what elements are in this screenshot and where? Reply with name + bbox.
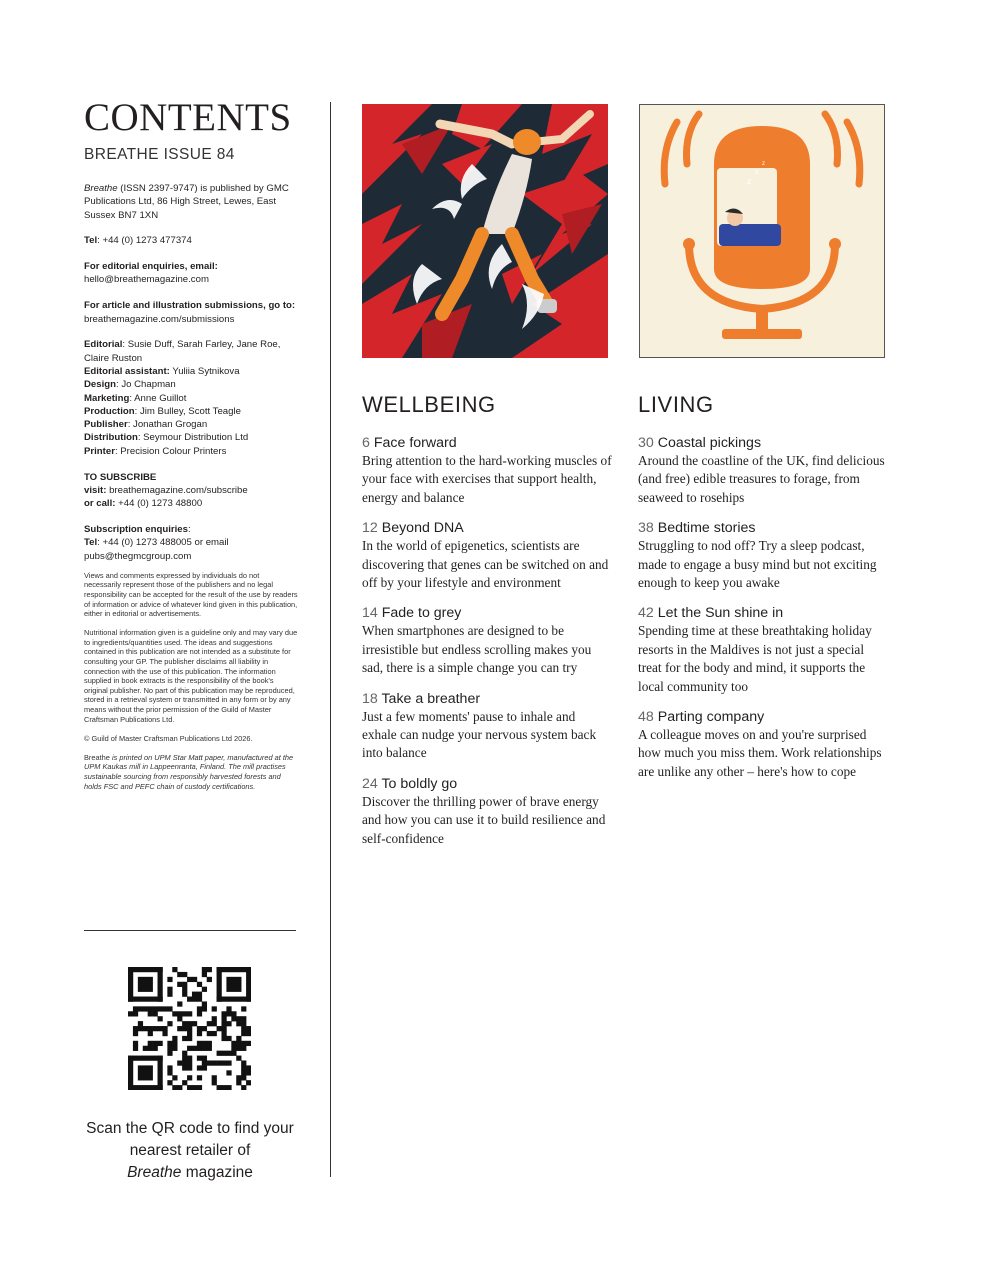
article-description: Around the coastline of the UK, find delicious (and free) edible treasures to forage, from seaweed to rosehips: [638, 453, 885, 505]
telephone-line: Tel: +44 (0) 1273 477374: [84, 235, 192, 247]
page-number: 14: [362, 605, 382, 622]
column-divider: [330, 102, 331, 1177]
article-title: 48 Parting company: [638, 709, 765, 726]
section-heading-living: LIVING: [638, 392, 714, 417]
staff-credit: Marketing: Anne Guillot: [84, 392, 187, 404]
qr-code[interactable]: [128, 967, 251, 1090]
article-title: 30 Coastal pickings: [638, 435, 762, 451]
page-title: CONTENTS: [84, 96, 292, 139]
page-number: 6: [362, 435, 374, 451]
article-description: Struggling to nod off? Try a sleep podcast, made to engage a busy mind but not exciting enough to keep you awake: [638, 538, 877, 591]
divider-rule: [84, 930, 296, 931]
article-entry[interactable]: [362, 434, 612, 507]
article-entry[interactable]: [362, 775, 612, 848]
article-title: 14 Fade to grey: [362, 605, 462, 622]
imprint: [84, 182, 298, 563]
article-description: A colleague moves on and you're surprised how much you miss them. Work relationships are unlike any other – here's how to cope: [638, 727, 882, 779]
living-section: [638, 392, 888, 793]
paper-notice: Breathe is printed on UPM Star Matt paper, manufactured at the UPM Kaukas mill in Lappeenranta, Finland. The mill practises sustainable sourcing from responsibly harvested forests and holds FSC and PEFC chain of custody certifications.: [84, 752, 294, 791]
staff-list: [84, 338, 298, 458]
staff-credit: Editorial assistant: Yuliia Sytnikova: [84, 365, 240, 377]
page-number: 48: [638, 709, 658, 726]
article-entry[interactable]: [638, 434, 888, 507]
article-description: Discover the thrilling power of brave energy and how you can use it to build resilience and self-confidence: [362, 793, 606, 846]
article-title: 24 To boldly go: [362, 775, 458, 792]
article-entry[interactable]: [638, 604, 888, 696]
staff-credit: Publisher: Jonathan Grogan: [84, 419, 208, 431]
publisher-line: Breathe (ISSN 2397-9747) is published by GMC Publications Ltd, 86 High Street, Lewes, East Sussex BN7 1XN: [84, 183, 289, 221]
page-number: 38: [638, 520, 658, 537]
svg-text:z: z: [755, 169, 759, 176]
article-title: 6 Face forward: [362, 435, 457, 451]
page-number: 30: [638, 435, 658, 451]
section-heading-wellbeing: WELLBEING: [362, 392, 496, 417]
article-description: Spending time at these breathtaking holiday resorts in the Maldives is not just a special treat for the body and mind, it supports the local community too: [638, 623, 872, 694]
article-entry[interactable]: [638, 708, 888, 781]
wellbeing-section: [362, 392, 612, 860]
article-description: In the world of epigenetics, scientists are discovering that genes can be switched on and off by your lifestyle and environment: [362, 538, 609, 591]
article-entry[interactable]: [638, 519, 888, 592]
article-entry[interactable]: [362, 519, 612, 592]
subscribe-info: TO SUBSCRIBE visit: breathemagazine.com/subscribe or call: +44 (0) 1273 48800: [84, 471, 248, 510]
qr-caption: Scan the QR code to find your nearest retailer of Breathe magazine: [86, 1120, 294, 1181]
legal-notices: [84, 571, 298, 791]
staff-credit: Distribution: Seymour Distribution Ltd: [84, 432, 249, 444]
article-title: 38 Bedtime stories: [638, 520, 756, 537]
page-number: 18: [362, 690, 382, 707]
living-illustration: [639, 104, 885, 358]
article-entry[interactable]: [362, 690, 612, 763]
staff-credit: Production: Jim Bulley, Scott Teagle: [84, 405, 241, 417]
subscription-email-link[interactable]: pubs@thegmcgroup.com: [84, 550, 192, 562]
article-title: 42 Let the Sun shine in: [638, 605, 784, 622]
copyright-notice: © Guild of Master Craftsman Publications Ltd 2026.: [84, 733, 253, 743]
article-description: When smartphones are designed to be irresistible but endless scrolling makes you sad, there is a simple change you can try: [362, 623, 592, 676]
svg-text:z: z: [762, 161, 765, 167]
staff-credit: Editorial: Susie Duff, Sarah Farley, Jane Roe, Claire Ruston: [84, 339, 281, 364]
svg-text:z: z: [747, 176, 752, 186]
editorial-email-link[interactable]: hello@breathemagazine.com: [84, 274, 209, 286]
submissions-link[interactable]: breathemagazine.com/submissions: [84, 313, 235, 325]
wellbeing-illustration: [362, 104, 608, 358]
issue-label: BREATHE ISSUE 84: [84, 146, 235, 163]
editorial-enquiries: For editorial enquiries, email: hello@breathemagazine.com: [84, 261, 218, 286]
article-description: Bring attention to the hard-working muscles of your face with exercises that support health, energy and balance: [362, 453, 612, 505]
submissions-info: For article and illustration submissions, go to: breathemagazine.com/submissions: [84, 300, 296, 325]
staff-credit: Printer: Precision Colour Printers: [84, 445, 227, 457]
nutrition-disclaimer: Nutritional information given is a guideline only and may vary due to ingredients/quantities used. The ideas and suggestions contained in this publication are not intended as a substitute for consulting your GP. The publisher disclaims all liability in connection with the use of this publication. The information supplied in book extracts is the responsibility of the book's original publisher. No part of this publication may be reproduced, stored in a retrieval system or transmitted in any form or by any means without the prior permission of the Guild of Master Craftsman Publications Ltd.: [84, 628, 298, 724]
views-disclaimer: Views and comments expressed by individuals do not necessarily represent those of the publishers and no legal responsibility can be accepted for the result of the use by readers of information or advice of whatever kind given in this publication, either in editorial or advertisements.: [84, 570, 298, 619]
contents-sidebar: [84, 96, 298, 801]
article-title: 12 Beyond DNA: [362, 520, 464, 537]
article-description: Just a few moments' pause to inhale and exhale can nudge your nervous system back into balance: [362, 708, 597, 761]
subscription-enquiries: Subscription enquiries: Tel: +44 (0) 1273 488005 or email pubs@thegmcgroup.com: [84, 523, 229, 562]
page-number: 24: [362, 775, 382, 792]
staff-credit: Design: Jo Chapman: [84, 379, 176, 391]
page-number: 12: [362, 520, 382, 537]
article-entry[interactable]: [362, 604, 612, 677]
article-title: 18 Take a breather: [362, 690, 481, 707]
subscribe-link[interactable]: breathemagazine.com/subscribe: [106, 484, 248, 496]
page-number: 42: [638, 605, 658, 622]
